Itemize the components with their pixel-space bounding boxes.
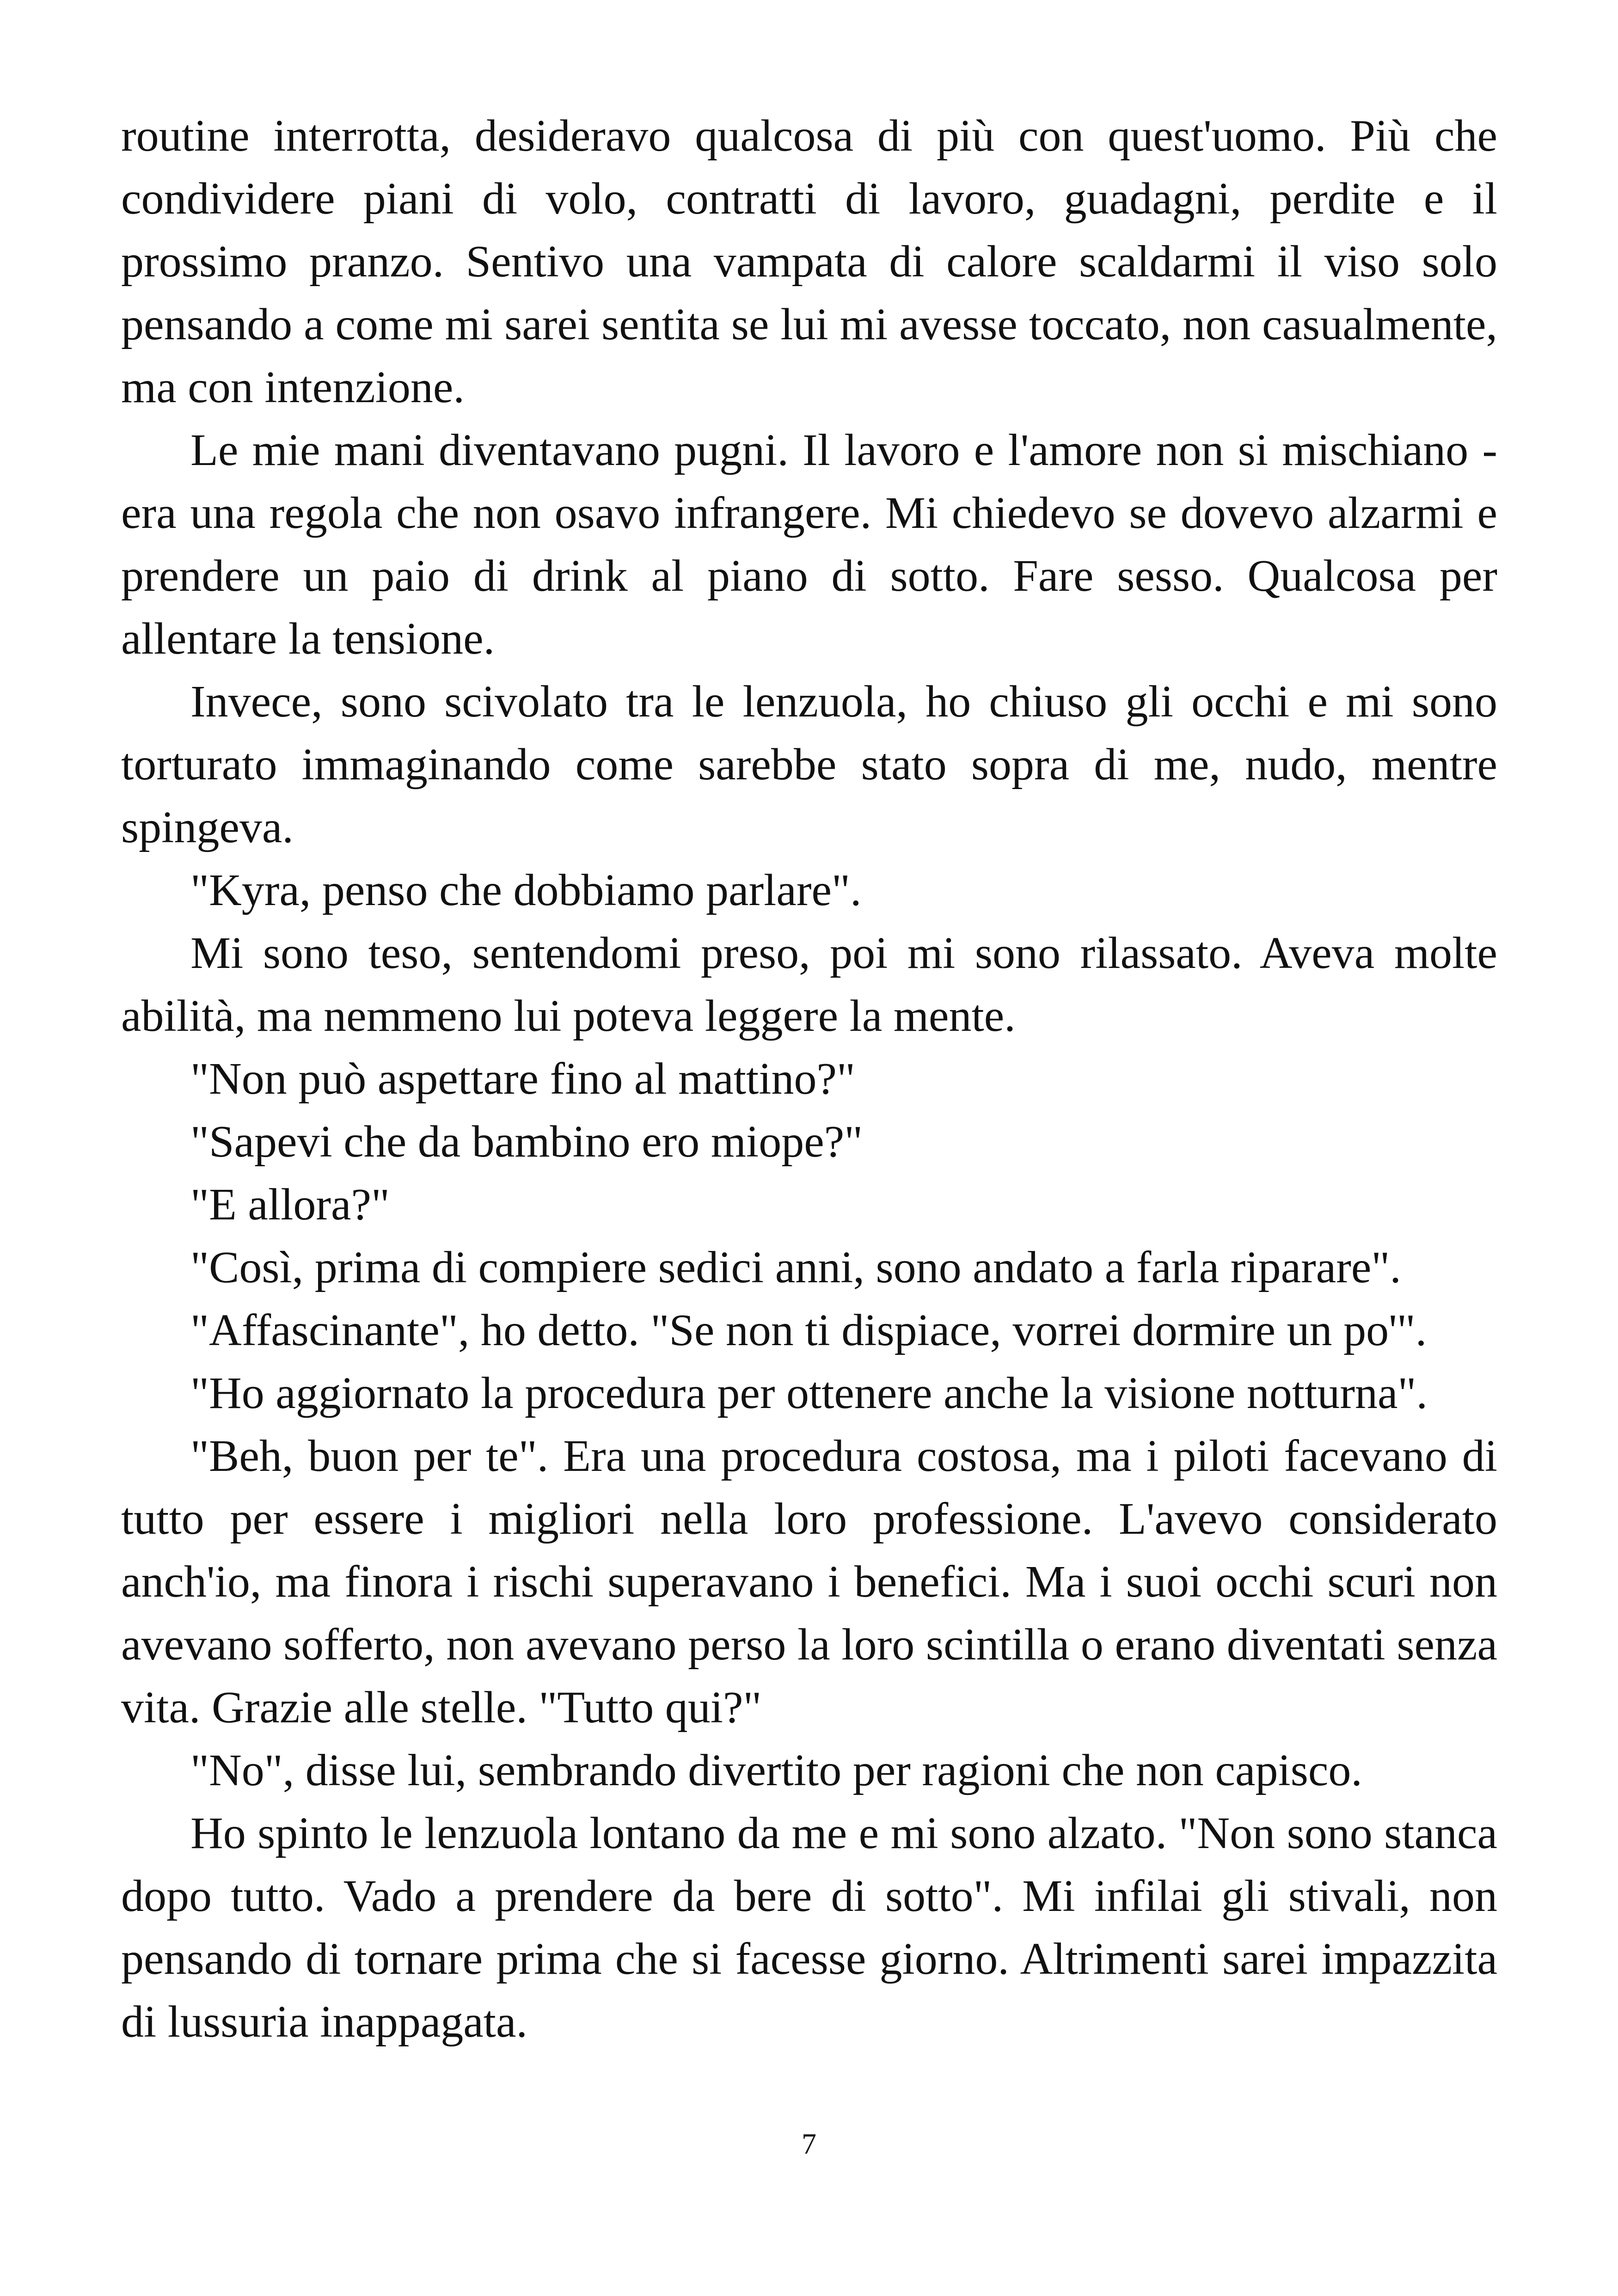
paragraph: Ho spinto le lenzuola lontano da me e mi sono alzato. "Non sono stanca dopo tutto. Vado a prendere da bere di sotto". Mi infilai gli stivali, non pensando di tornare prima che si facesse giorno. Altrimenti sarei impazzita di lussuria inappagata.	[121, 1808, 1497, 2047]
paragraph: Invece, sono scivolato tra le lenzuola, ho chiuso gli occhi e mi sono torturato immaginando come sarebbe stato sopra di me, nudo, mentre spingeva.	[121, 677, 1497, 852]
paragraph: "E allora?"	[190, 1180, 390, 1230]
paragraph: Le mie mani diventavano pugni. Il lavoro e l'amore non si mischiano - era una regola che non osavo infrangere. Mi chiedevo se dovevo alzarmi e prendere un paio di drink al piano di sotto. Fare sesso. Qualcosa per allentare la tensione.	[121, 425, 1497, 664]
paragraph: "Beh, buon per te". Era una procedura costosa, ma i piloti facevano di tutto per essere i migliori nella loro professione. L'avevo considerato anch'io, ma finora i rischi superavano i benefici. Ma i suoi occhi scuri non avevano sofferto, non avevano perso la loro scintilla o erano diventati senza vita. Grazie alle stelle. "Tutto qui?"	[121, 1431, 1497, 1733]
paragraph-continuation: routine interrotta, desideravo qualcosa di più con quest'uomo. Più che condividere piani di volo, contratti di lavoro, guadagni, perdite e il prossimo pranzo. Sentivo una vampata di calore scaldarmi il viso solo pensando a come mi sarei sentita se lui mi avesse toccato, non casualmente, ma con intenzione.	[121, 111, 1497, 412]
paragraph: "Kyra, penso che dobbiamo parlare".	[190, 865, 862, 915]
paragraph: "Così, prima di compiere sedici anni, sono andato a farla riparare".	[190, 1243, 1401, 1292]
paragraph: Mi sono teso, sentendomi preso, poi mi sono rilassato. Aveva molte abilità, ma nemmeno lui poteva leggere la mente.	[121, 928, 1497, 1041]
paragraph: "Sapevi che da bambino ero miope?"	[190, 1117, 863, 1167]
paragraph: "Affascinante", ho detto. "Se non ti dispiace, vorrei dormire un po'".	[190, 1305, 1427, 1355]
paragraph: "Non può aspettare fino al mattino?"	[190, 1054, 855, 1104]
page-number: 7	[802, 2127, 816, 2160]
body-text	[121, 104, 1497, 2053]
paragraph: "No", disse lui, sembrando divertito per ragioni che non capisco.	[190, 1745, 1362, 1795]
paragraph: "Ho aggiornato la procedura per ottenere anche la visione notturna".	[190, 1368, 1428, 1418]
